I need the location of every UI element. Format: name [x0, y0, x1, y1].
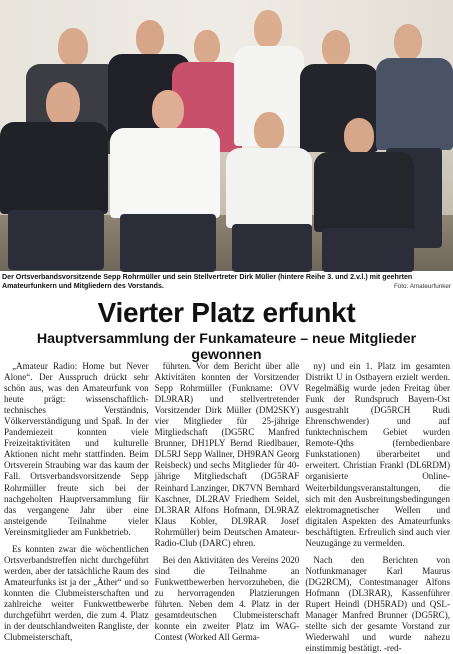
photo-credit: Foto: Amateurfunker	[393, 283, 451, 290]
paragraph: Bei den Aktivitäten des Vereins 2020 sind die Teilnahme an Funkwettbewerben hervorzuheben, die zu hervorragenden Platzierungen führten. Neben dem 4. Platz in der gesamtdeutschen Clubmeisterschaft konnte ein zweiter Platz im WAG-Contest (Worked All Germa-	[154, 554, 300, 643]
article-subheadline: Hauptversammlung der Funkamateure – neue Mitglieder gewonnen	[36, 331, 417, 363]
group-photo	[0, 0, 453, 271]
paragraph: Es konnten zwar die wöchentlichen Ortsverbandstreffen nicht durchgeführt werden, aber der tatsächliche Raum des Amateurfunks ist ja der „Äther“ und so konnten die Clubmeisterschaften und zahlreiche weiter Funkwettbewerbe durchgeführt werden, die zum 4. Platz in der deutschlandweiten Rangliste, der Clubmeisterschaft,	[4, 543, 149, 643]
article-column-1	[4, 361, 149, 643]
article-headline: Vierter Platz erfunkt	[97, 297, 356, 328]
paragraph: „Amateur Radio: Home but Never Alone“. Der Ausspruch drückt sehr schön aus, was den Amateurfunk von heute prägt: wissenschaftlich-technisches Verständnis, Völkerverständigung und Spaß. In der Pandemiezeit konnten viele Freizeitaktivitäten und kulturelle Aktionen nicht mehr stattfinden. Beim Ortsverein Straubing war das kaum der Fall. Ortsverbandsvorsitzende Sepp Rohrmüller freute sich bei der nachgeholten Hauptversammlung für das vergangene Jahr über eine ansteigende Teilnahme vieler Vereinsmitglieder am Funkbetrieb.	[4, 361, 149, 537]
article-body	[4, 361, 451, 654]
article-column-3	[305, 361, 451, 654]
paragraph: führten. Vor dem Bericht über alle Aktivitäten konnten der Vorsitzender Sepp Rohrmüller (Funkname: OVV DL9RAR) und stellvertretender Vorsitzender Dirk Müller (DM2SKY) vier Mitglieder für 25-jährige Mitgliedschaft (DG5RC Manfred Brunner, DH1PLY Bernd Riedlbauer, DL5RJ Sepp Wallner, DH9RAN Georg Reisbeck) und sechs Mitglieder für 40-jährige Mitgliedschaft (DG5RAF Reinhard Lanzinger, DK7VN Bernhard Kaschner, DL2RAV Friedhem Seidel, DL3RAR Alfons Hofmann, DL9RAZ Klaus Kobler, DL9RAR Josef Rohrmüller) beim Deutschen Amateur-Radio-Club (DARC) ehren.	[154, 361, 300, 548]
paragraph: Nach den Berichten von Notfunkmanager Karl Maurus (DG2RCM), Contestmanager Alfons Hofmann (DL3RAR), Kassenführer Rupert Heindl (DH5RAD) und QSL-Manager Manfred Brunner (DG5RC), stellte sich der gesamte Vorstand zur Wiederwahl und wurde nahezu einstimmig bestätigt. -red-	[305, 554, 451, 654]
article-column-2	[154, 361, 300, 643]
paragraph: ny) und ein 1. Platz im gesamten Distrikt U in Ostbayern erzielt werden. Regelmäßig wurde jeden Freitag über Funk der Rundspruch Bayern-Ost ausgestrahlt (DG5RCH Rudi Ehrenschwender) und auf funktechnischem Gebiet wurden Remote-Qths (fernbedienbare Funkstationen) überarbeitet und erweitert. Christian Frankl (DL6RDM) organisierte Online-Weiterbildungsveranstaltungen, die sich mit den Ausbreitungsbedingungen elektromagnetischer Wellen und digitalen Aspekten des Amateurfunks beschäftigten. Erfreulich sind auch vier Neuzugänge zu vermelden.	[305, 361, 451, 548]
photo-caption: Der Ortsverbandsvorsitzende Sepp Rohrmüller und sein Stellvertreter Dirk Müller (hintere Reihe 3. und 2.v.l.) mit geehrten Amateurfunkern und Mitgliedern des Vorstands.	[2, 273, 413, 290]
